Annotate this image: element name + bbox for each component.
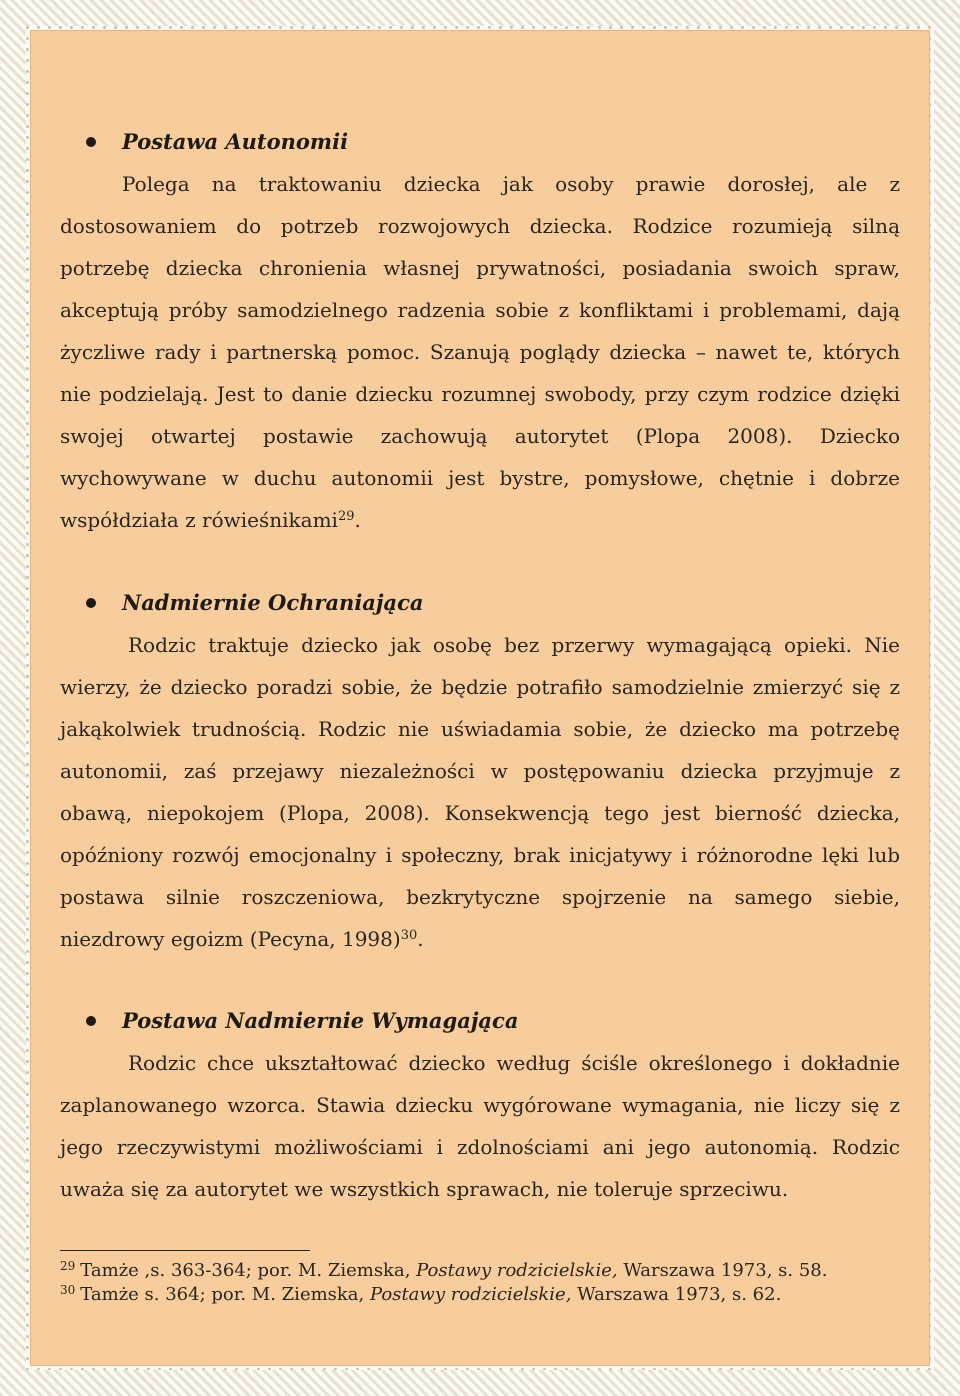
footnote-title: Postawy rodzicielskie, [416, 1260, 618, 1281]
bullet-icon [86, 598, 96, 608]
footnote-text: Warszawa 1973, s. 58. [617, 1260, 828, 1281]
footnote-title: Postawy rodzicielskie, [369, 1284, 572, 1305]
footnote-ref: 30 [400, 928, 418, 943]
bullet-icon [86, 1016, 96, 1026]
document-page [30, 30, 930, 1366]
section-paragraph: Rodzic traktuje dziecko jak osobę bez przerwy wymagającą opieki. Nie wierzy, że dziecko poradzi sobie, że będzie potrafiło samodzielnie zmierzyć się z jakąkolwiek trudnością. Rodzic nie uświadamia sobie, że dziecko ma potrzebę autonomii, zaś przejawy niezależności w postępowaniu dziecka przyjmuje z obawą, niepokojem (Plopa, 2008). Konsekwencją tego jest bierność dziecka, opóźniony rozwój emocjonalny i społeczny, brak inicjatywy i różnorodne lęki lub postawa silnie roszczeniowa, bezkrytyczne spojrzenie na samego siebie, niezdrowy egoizm (Pecyna, 1998)$^{30}$. [60, 633, 900, 951]
footnote-text: Tamże s. 364; por. M. Ziemska, [80, 1284, 370, 1305]
heading-text: Nadmiernie Ochraniająca [122, 590, 424, 615]
bullet-icon [86, 137, 96, 147]
footnote-separator [60, 1250, 310, 1251]
footnote-text: Tamże ,s. 363-364; por. M. Ziemska, [80, 1260, 417, 1281]
section-heading [60, 121, 900, 163]
section-paragraph: Polega na traktowaniu dziecka jak osoby prawie dorosłej, ale z dostosowaniem do potrzeb rozwojowych dziecka. Rodzice rozumieją silną potrzebę dziecka chronienia własnej prywatności, posiadania swoich spraw, akceptują próby samodzielnego radzenia sobie z konfliktami i problemami, dają życzliwe rady i partnerską pomoc. Szanują poglądy dziecka – nawet te, których nie podzielają. Jest to danie dziecku rozumnej swobody, przy czym rodzice dzięki swojej otwartej postawie zachowują autorytet (Plopa 2008). Dziecko wychowywane w duchu autonomii jest bystre, pomysłowe, chętnie i dobrze współdziała z rówieśnikami$^{29}$. [60, 172, 900, 532]
footnote-ref: 29 [337, 509, 355, 524]
footnote-29 [60, 1259, 900, 1283]
heading-text: Postawa Nadmiernie Wymagająca [122, 1008, 519, 1033]
footnote-text: Warszawa 1973, s. 62. [571, 1284, 782, 1305]
footnote-number: 30 [60, 1283, 76, 1297]
section-postawa-autonomii [60, 121, 900, 541]
footnotes [60, 1259, 900, 1307]
footnote-30 [60, 1283, 900, 1307]
paragraph-text: Rodzic chce ukształtować dziecko według ściśle określonego i dokładnie zaplanowanego wzorca. Stawia dziecku wygórowane wymagania, nie liczy się z jego rzeczywistymi możliwościami i zdolnościami ani jego autonomią. Rodzic uważa się za autorytet we wszystkich sprawach, nie toleruje sprzeciwu. [60, 1051, 900, 1201]
section-postawa-nadmiernie-wymagajaca [60, 1000, 900, 1210]
section-nadmiernie-ochraniajaca [60, 582, 900, 960]
section-heading [60, 582, 900, 624]
footnote-number: 29 [60, 1259, 76, 1273]
heading-text: Postawa Autonomii [122, 129, 349, 154]
section-paragraph [60, 1042, 900, 1210]
paragraph-text: Polega na traktowaniu dziecka jak osoby prawie dorosłej, ale z dostosowaniem do potrzeb rozwojowych dziecka. Rodzice rozumieją silną potrzebę dziecka chronienia własnej prywatności, posiadania swoich spraw, akceptują próby samodzielnego radzenia sobie z konfliktami i problemami, dają życzliwe rady i partnerską pomoc. Szanują poglądy dziecka – nawet te, których nie podzielają. Jest to danie dziecku rozumnej swobody, przy czym rodzice dzięki swojej otwartej postawie zachowują autorytet (Plopa 2008). Dziecko wychowywane w duchu autonomii jest bystre, pomysłowe, chętnie i dobrze współdziała z rówieśnikami [60, 172, 900, 532]
section-heading [60, 1000, 900, 1042]
paragraph-text: Rodzic traktuje dziecko jak osobę bez przerwy wymagającą opieki. Nie wierzy, że dziecko poradzi sobie, że będzie potrafiło samodzielnie zmierzyć się z jakąkolwiek trudnością. Rodzic nie uświadamia sobie, że dziecko ma potrzebę autonomii, zaś przejawy niezależności w postępowaniu dziecka przyjmuje z obawą, niepokojem (Plopa, 2008). Konsekwencją tego jest bierność dziecka, opóźniony rozwój emocjonalny i społeczny, brak inicjatywy i różnorodne lęki lub postawa silnie roszczeniowa, bezkrytyczne spojrzenie na samego siebie, niezdrowy egoizm (Pecyna, 1998) [60, 633, 900, 951]
